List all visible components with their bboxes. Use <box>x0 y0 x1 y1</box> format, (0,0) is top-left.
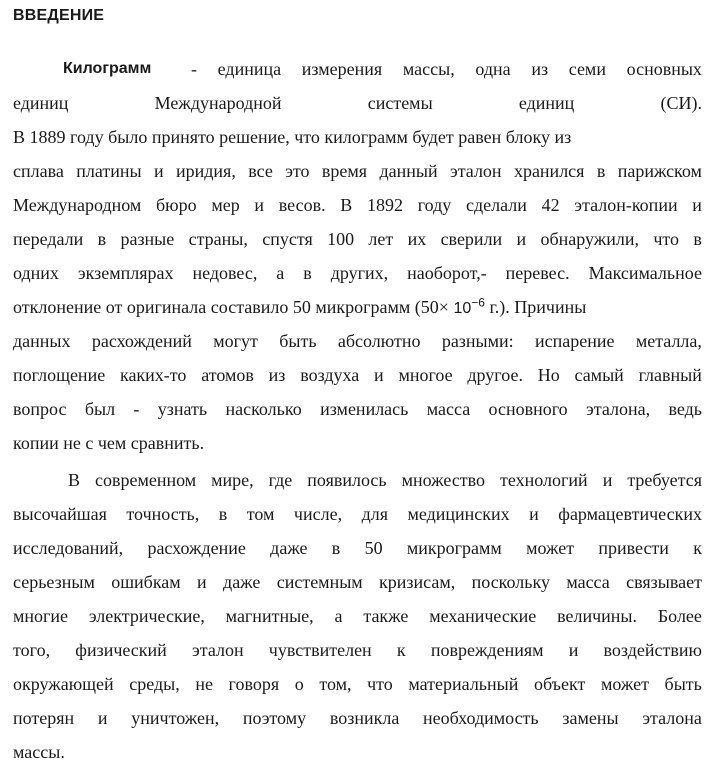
power-of-ten <box>453 295 485 317</box>
deviation-line <box>13 290 702 324</box>
text-line-last: массы. <box>13 742 65 762</box>
text-line: серьезным ошибкам и даже системным кризисам, поскольку масса связывает <box>13 572 702 592</box>
text-line: данных расхождений могут быть абсолютно разными: испарение металла, <box>13 331 702 351</box>
section-heading: ВВЕДЕНИЕ <box>13 7 105 24</box>
deviation-text: отклонение от оригинала составило 50 микрограмм (50× <box>13 297 449 317</box>
word: измерения <box>301 59 383 79</box>
word: семи <box>568 59 606 79</box>
text-line-last: копии не с чем сравнить. <box>13 433 205 453</box>
power-base: 10 <box>453 300 472 317</box>
word: основных <box>626 59 702 79</box>
text-line: передали в разные страны, спустя 100 лет их сверили и обнаружили, что в <box>13 229 702 249</box>
text-line-indented: В современном мире, где появилось множество технологий и требуется <box>68 470 702 490</box>
paragraph-1-first-line <box>13 52 702 86</box>
text-line: В 1889 году было принято решение, что килограмм будет равен блоку из <box>13 127 572 147</box>
text-line: сплава платины и иридия, все это время данный эталон хранился в парижском <box>13 161 702 181</box>
word: из <box>531 59 549 79</box>
word: единица <box>217 59 282 79</box>
text-line: многие электрические, магнитные, а также механические величины. Более <box>13 606 702 626</box>
word: одна <box>475 59 511 79</box>
word: массы, <box>402 59 455 79</box>
word: - <box>191 59 197 79</box>
deviation-text-end: г.). Причины <box>489 297 587 317</box>
text-line: Международном бюро мер и весов. В 1892 году сделали 42 эталон-копии и <box>13 195 702 215</box>
text-line: исследований, расхождение даже в 50 микрограмм может привести к <box>13 538 702 558</box>
word: единиц <box>518 93 575 113</box>
text-line: того, физический эталон чувствителен к повреждениям и воздействию <box>13 640 702 660</box>
text-line: поглощение каких-то атомов из воздуха и многое другое. Но самый главный <box>13 365 702 385</box>
text-line: одних экземплярах недовес, а в других, наоборот,- перевес. Максимальное <box>13 263 702 283</box>
text-line: высочайшая точность, в том числе, для медицинских и фармацевтических <box>13 504 702 524</box>
power-exponent: −6 <box>471 295 485 310</box>
term-kilogram: Килограмм <box>63 60 152 77</box>
text-line: окружающей среды, не говоря о том, что материальный объект может быть <box>13 674 702 694</box>
paragraph-1-second-line <box>13 86 702 120</box>
word: (СИ). <box>660 93 702 113</box>
word: системы <box>367 93 433 113</box>
paragraph-1-first-line-rest <box>191 52 702 86</box>
word: Международной <box>154 93 282 113</box>
text-line: потерян и уничтожен, поэтому возникла необходимость замены эталона <box>13 708 702 728</box>
text-line: вопрос был - узнать насколько изменилась масса основного эталона, ведь <box>13 399 702 419</box>
word: единиц <box>13 93 69 113</box>
